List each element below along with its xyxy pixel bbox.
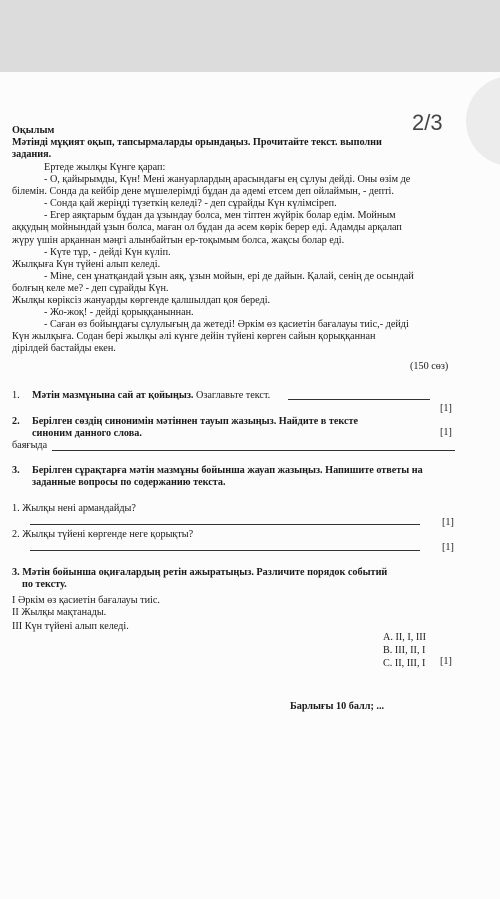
q3-sub1-mark: [1]: [442, 517, 454, 528]
text-line: - Күте тұр, - дейді Күн күліп.: [44, 246, 171, 258]
q3-sub1: 1. Жылқы нені армандайды?: [12, 503, 136, 514]
text-line: жүру үшін арқаннан мәңгі алынбайтын ер-тоқымым болса, жақсы болар еді.: [12, 234, 345, 246]
text-line: болғың келе ме? - деп сұрайды Күн.: [12, 282, 169, 294]
instruction-line-2: задания.: [12, 149, 52, 160]
page-counter: 2/3: [412, 110, 443, 135]
q2-mark: [1]: [440, 427, 452, 438]
q4-option-a[interactable]: А. ІІ, І, ІІІ: [383, 632, 426, 643]
text-line: Ертеде жылқы Күнге қарап:: [44, 162, 166, 173]
q2-word: баяғыда: [12, 440, 48, 451]
text-line: - Сонда қай жеріңді түзеткің келеді? - деп сұрайды Күн күлімсіреп.: [44, 198, 337, 210]
text-line: - Міне, сен ұнатқандай ұзын аяқ, ұзын мойын, ері де дайын. Қалай, сенің де осындай: [44, 270, 414, 282]
text-line: дірілдей бастайды екен.: [12, 343, 116, 355]
q3-sub2-mark: [1]: [442, 542, 454, 553]
q1-mark: [1]: [440, 403, 452, 414]
section-title: Оқылым: [12, 125, 55, 136]
q4-option-b[interactable]: В. ІІІ, ІІ, І: [383, 645, 426, 656]
text-line: - Егер аяқтарым бұдан да ұзындау болса, мен тіптен жүйрік болар едім. Мойным: [44, 210, 396, 222]
q3-sub2: 2. Жылқы түйені көргенде неге қорықты?: [12, 529, 194, 540]
reading-text: [12, 162, 456, 356]
text-line: Жылқыға Күн түйені алып келеді.: [12, 258, 161, 270]
q4-line-1: 3. Мәтін бойынша оқиғалардың ретін ажыратыңыз. Различите порядок событий: [12, 567, 388, 578]
text-line: Жылқы көріксіз жануарды көргенде қалшылдап қоя береді.: [12, 295, 271, 307]
q3-sub1-answer-line[interactable]: [30, 524, 420, 525]
q4-line-2: по тексту.: [22, 579, 67, 590]
q2-line-2: синоним данного слова.: [32, 428, 142, 439]
q4-mark: [1]: [440, 656, 452, 667]
text-line: білемін. Сонда да кейбір дене мүшелерімді бұдан да әдемі етсем деп ойлаймын, - депті.: [12, 186, 394, 198]
top-bar: [0, 0, 500, 72]
instruction-line-1: Мәтінді мұқият оқып, тапсырмаларды орындаңыз. Прочитайте текст. выполни: [12, 137, 382, 148]
q4-option-c[interactable]: С. ІІ, ІІІ, І: [383, 658, 426, 669]
word-count: (150 сөз): [410, 361, 449, 372]
q4-item: ІІ Жылқы мақтанады.: [12, 607, 107, 618]
q1-number: 1.: [12, 390, 20, 401]
q3-line-1: Берілген сұрақтарға мәтін мазмұны бойынша жауап жазыңыз. Напишите ответы на: [32, 465, 423, 476]
text-line: - О, қайырымды, Күн! Мені жануарлардың арасындағы ең сұлуы дейді. Оны өзім де: [44, 174, 411, 186]
q1-answer-line[interactable]: [288, 399, 430, 400]
q3-number: 3.: [12, 465, 20, 476]
text-line: аққудың мойнындай ұзын болса, маған ол бұдан да әсем көрік берер еді. Адамды арқалап: [12, 222, 402, 234]
total-score: Барлығы 10 балл; ...: [290, 701, 385, 712]
text-line: - Жо-жоқ! - дейді қорыққаныннан.: [44, 307, 194, 319]
text-line: Күн жылқыға. Содан бері жылқы әлі күнге дейін түйені көрген сайын қорыққаннан: [12, 331, 376, 343]
q3-sub2-answer-line[interactable]: [30, 550, 420, 551]
q4-item: І Әркім өз қасиетін бағалауы тиіс.: [12, 595, 160, 606]
q2-number: 2.: [12, 416, 20, 427]
text-line: - Саған өз бойыңдағы сұлулығың да жетеді! Әркім өз қасиетін бағалауы тиіс,- дейді: [44, 319, 409, 331]
q3-line-2: заданные вопросы по содержанию текста.: [32, 477, 226, 488]
q2-line-1: Берілген сөздің синонимін мәтіннен тауып жазыңыз. Найдите в тексте: [32, 416, 359, 427]
q1-text-ru: Озаглавьте текст.: [196, 390, 271, 401]
q2-answer-line[interactable]: [52, 450, 455, 451]
q4-item: ІІІ Күн түйені алып келеді.: [12, 621, 129, 632]
q1-text: Мәтін мазмұнына сай ат қойыңыз.: [32, 390, 194, 401]
